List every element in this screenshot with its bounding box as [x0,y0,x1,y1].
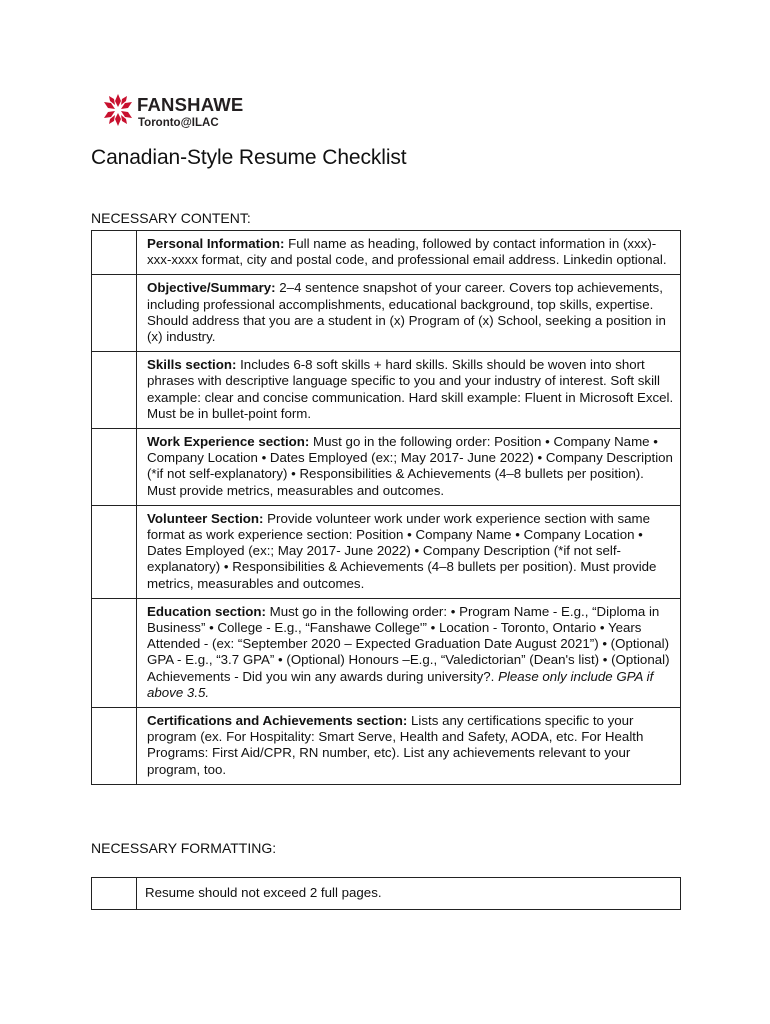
item-title: Volunteer Section: [147,510,264,526]
item-body: Must go in the following order: • Program Name - E.g., “Diploma in Business” • College - E.g., “Fanshawe College'” • Location - Toronto, Ontario • Years Attended - (ex: “September 2020 – Expected Graduation Date August 2021”) • (Optional) GPA - E.g., “3.7 GPA” • (Optional) Honours –E.g., “Valedictorian” (Dean's list) • (Optional) Achievements - Did you win any awards during university?. [147,603,670,684]
checklist-item-text [137,352,681,429]
checklist-row [92,231,681,275]
checklist-item-text: Resume should not exceed 2 full pages. [137,878,681,910]
item-title: Education section: [147,603,266,619]
item-body: Includes 6-8 soft skills + hard skills. Skills should be woven into short phrases with descriptive language specific to you and your industry of interest. Soft skill example: clear and concise communication. Hard skill example: Fluent in Microsoft Excel. Must be in bullet-point form. [147,357,674,421]
checkbox-cell[interactable] [92,231,137,275]
fanshawe-star-logo-icon [103,93,133,127]
checklist-row [92,598,681,707]
checkbox-cell[interactable] [92,352,137,429]
item-body: 2–4 sentence snapshot of your career. Covers top achievements, including professional accomplishments, educational background, top skills, expertise. Should address that you are a student in (x) Program of (x) School, seeking a position in (x) industry. [147,280,666,345]
checklist-item-text [137,429,681,506]
checkbox-cell[interactable] [92,505,137,598]
checkbox-cell[interactable] [92,878,137,910]
page-title: Canadian-Style Resume Checklist [91,146,407,169]
item-body: Full name as heading, followed by contact information in (xxx)-xxx-xxxx format, city and postal code, and professional email address. Linkedin optional. [147,236,667,268]
content-checklist-table [91,230,681,785]
checklist-row [92,275,681,352]
checklist-item-text [137,275,681,352]
checkbox-cell[interactable] [92,708,137,785]
formatting-checklist-table [91,877,681,910]
checklist-row [92,708,681,785]
item-body: Provide volunteer work under work experience section with same format as work experience section: Position • Company Name • Company Location • Dates Employed (ex:; May 2017- June 2022) • Company Description (*if not self-explanatory) • Responsibilities & Achievements (4–8 bullets per position). Must provide metrics, measurables and outcomes. [147,510,657,591]
fanshawe-logo [103,93,243,133]
item-title: Work Experience section: [147,434,310,450]
checkbox-cell[interactable] [92,598,137,707]
checklist-item-text [137,598,681,707]
item-body: Lists any certifications specific to your program (ex. For Hospitality: Smart Serve, Health and Safety, AODA, etc. For Health Programs: First Aid/CPR, RN number, etc). List any achievements relevant to your program, too. [147,713,644,777]
checklist-row [92,505,681,598]
checklist-row [92,352,681,429]
logo-name: FANSHAWE [137,94,244,115]
checklist-row [92,429,681,506]
checklist-row [92,878,681,910]
item-title: Personal Information: [147,236,285,251]
item-body: Must go in the following order: Position • Company Name • Company Location • Dates Employed (ex:; May 2017- June 2022) • Company Description (*if not self-explanatory) • Responsibilities & Achievements (4–8 bullets per position). Must provide metrics, measurables and outcomes. [147,434,673,498]
content-section-heading: NECESSARY CONTENT: [91,210,251,226]
checklist-item-text [137,708,681,785]
checklist-item-text [137,231,681,275]
formatting-section-heading: NECESSARY FORMATTING: [91,840,277,856]
item-title: Skills section: [147,357,237,373]
item-title: Objective/Summary: [147,280,276,296]
item-title: Certifications and Achievements section: [147,713,408,729]
checkbox-cell[interactable] [92,275,137,352]
logo-subtitle: Toronto@ILAC [138,116,219,129]
checklist-item-text [137,505,681,598]
checkbox-cell[interactable] [92,429,137,506]
item-italic-note: Please only include GPA if above 3.5. [147,668,654,700]
